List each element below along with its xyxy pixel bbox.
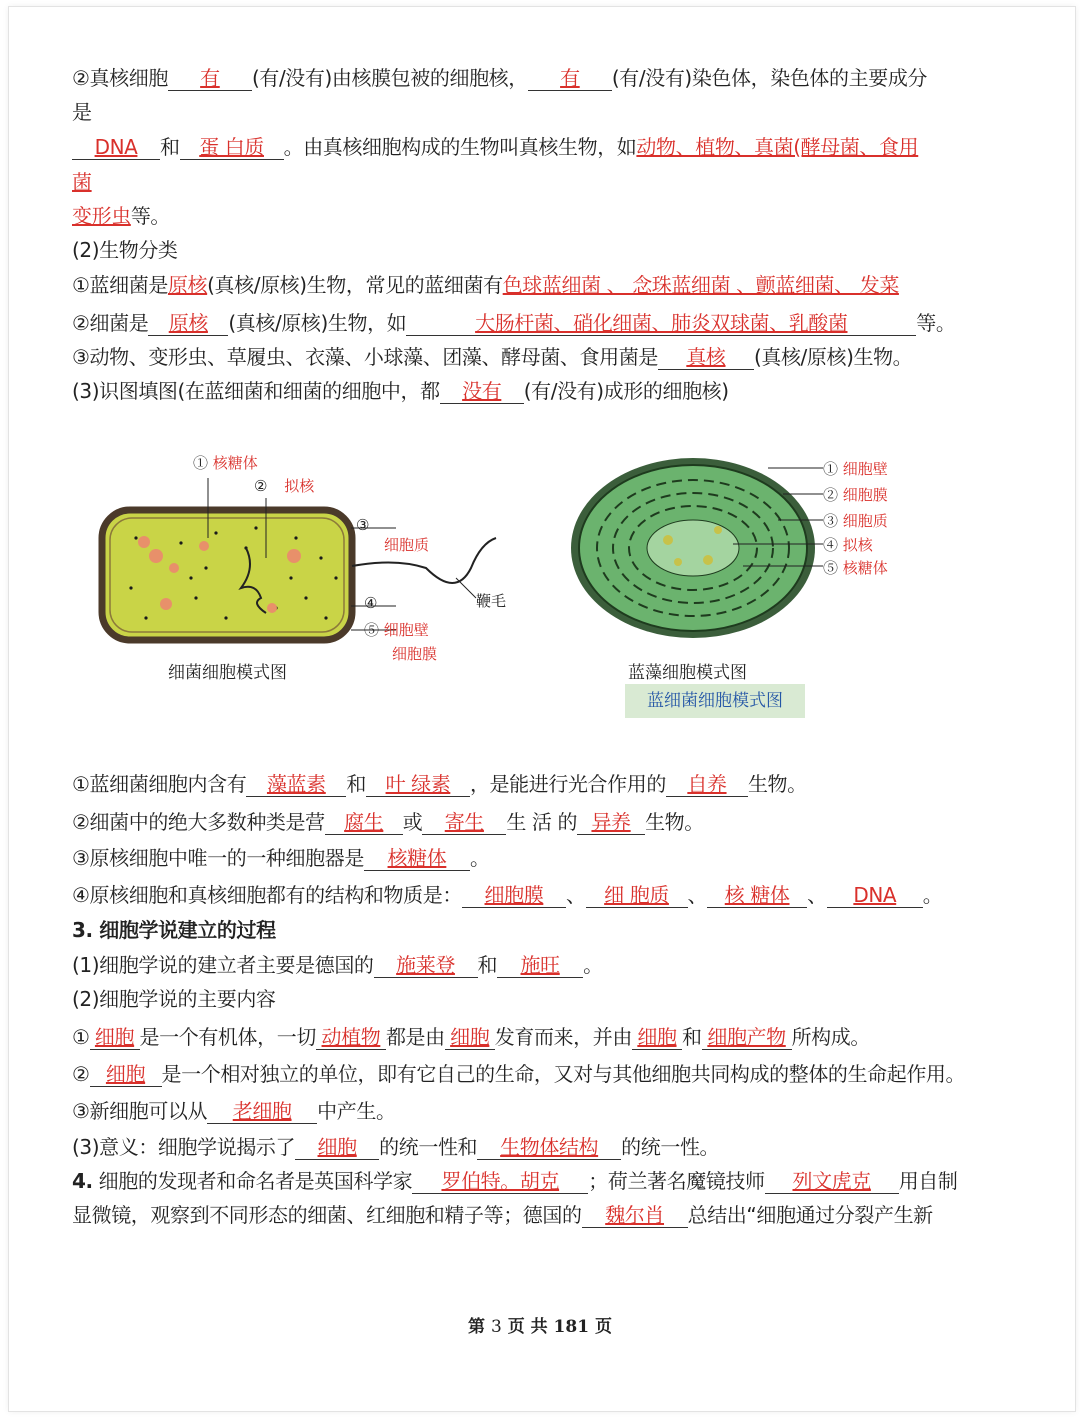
label-number: ① — [193, 454, 209, 472]
text: 或 — [402, 810, 423, 834]
answer-blank: 列文虎克 — [765, 1169, 899, 1194]
label-1 — [823, 458, 888, 479]
figure-caption: 蓝藻细胞模式图 — [628, 663, 747, 683]
text: 是一个相对独立的单位，即有它自己的生命，又对与其他细胞共同构成的整体的生命起作用。 — [161, 1062, 966, 1086]
text: (3)识图填图(在蓝细菌和细菌的细胞中，都 — [72, 379, 440, 403]
answer-text: 动物、植物、真菌(酵母菌、食用 — [636, 135, 919, 159]
text: ① — [72, 1025, 90, 1049]
text: 页 — [594, 1317, 612, 1337]
answer-blank: 没有 — [440, 379, 524, 404]
text: (有/没有)染色体，染色体的主要成分 — [611, 66, 928, 90]
text-line — [72, 881, 1020, 909]
answer-blank: 原核 — [148, 311, 228, 336]
text-line — [72, 1097, 1020, 1125]
label-number: ③ — [823, 512, 839, 530]
text-line — [72, 770, 1020, 798]
answer-blank: 细胞 — [445, 1025, 495, 1050]
text-line — [72, 1023, 1020, 1051]
text: (2)细胞学说的主要内容 — [72, 987, 276, 1011]
text: ②真核细胞 — [72, 66, 168, 90]
label-4 — [823, 534, 873, 555]
nucleoid-region — [647, 520, 739, 576]
label-number: ② — [823, 486, 839, 504]
handwritten-answer: 细胞质 — [384, 536, 430, 554]
answer-blank: 魏尔肖 — [582, 1203, 688, 1228]
answer-blank: 真核 — [658, 345, 754, 370]
text: 页 共 — [507, 1317, 548, 1337]
text-line — [72, 377, 1020, 405]
text: ①蓝细菌细胞内含有 — [72, 772, 247, 796]
answer-blank: 蛋 白质 — [180, 135, 284, 160]
answer-text: 变形虫 — [72, 204, 131, 228]
label-3 — [823, 510, 888, 531]
text: 等。 — [916, 311, 956, 335]
label-number: ④ — [823, 536, 839, 554]
text-line — [72, 985, 1020, 1013]
answer-text: 原核 — [167, 273, 208, 297]
handwritten-answer: 细胞质 — [842, 512, 888, 530]
page-footer — [0, 1312, 1080, 1337]
answer-blank: 有 — [168, 66, 252, 91]
text: 生物。 — [747, 772, 807, 796]
handwritten-answer: 细胞膜 — [392, 645, 438, 663]
label-2 — [823, 484, 888, 505]
text: ③新细胞可以从 — [72, 1099, 208, 1123]
section-heading: 3. 细胞学说建立的过程 — [72, 918, 276, 942]
answer-blank: 动植物 — [316, 1025, 386, 1050]
answer-blank: 细胞 — [295, 1135, 379, 1160]
text-line — [72, 271, 1020, 299]
text-line — [72, 951, 1020, 979]
text: 生 活 的 — [506, 810, 578, 834]
label-5 — [364, 619, 429, 640]
text: 用自制 — [898, 1169, 958, 1193]
label-4 — [364, 594, 377, 612]
answer-blank: 腐生 — [325, 810, 403, 835]
label-3 — [356, 516, 429, 555]
text: ③原核细胞中唯一的一种细胞器是 — [72, 846, 364, 870]
text-line — [72, 98, 1020, 126]
figure-caption-box: 蓝细菌细胞模式图 — [625, 684, 805, 718]
text: 的统一性。 — [621, 1135, 720, 1159]
text-line — [72, 1201, 1020, 1229]
answer-text: 菌 — [72, 170, 92, 194]
answer-text: 色球蓝细菌 、 念珠蓝细菌 、颤蓝细菌、 发菜 — [502, 273, 899, 297]
label-number: ⑤ — [364, 621, 380, 639]
flagellum-label: 鞭毛 — [476, 592, 507, 610]
text: ④原核细胞和真核细胞都有的结构和物质是： — [72, 883, 462, 907]
text: (有/没有)由核膜包被的细胞核， — [251, 66, 528, 90]
text: 是一个有机体，一切 — [139, 1025, 316, 1049]
text: ②细菌中的绝大多数种类是营 — [72, 810, 325, 834]
text-line — [72, 808, 1020, 836]
text-line — [72, 236, 1020, 264]
text-line — [72, 1167, 1020, 1195]
handwritten-answer: 核糖体 — [842, 559, 888, 577]
text: (1)细胞学说的建立者主要是德国的 — [72, 953, 374, 977]
answer-blank: 核糖体 — [364, 846, 470, 871]
text: (真核/原核)生物。 — [753, 345, 913, 369]
handwritten-answer: 细胞壁 — [383, 621, 429, 639]
answer-blank: 罗伯特。胡克 — [412, 1169, 588, 1194]
text: 、 — [565, 883, 586, 907]
text: 。 — [469, 846, 490, 870]
text-line — [72, 343, 1020, 371]
answer-blank: 施旺 — [497, 953, 583, 978]
text: ，是能进行光合作用的 — [469, 772, 666, 796]
text-line — [72, 1133, 1020, 1161]
answer-blank: 细胞 — [90, 1062, 162, 1087]
label-number: ① — [823, 460, 839, 478]
label-2 — [254, 475, 314, 496]
answer-blank: 有 — [528, 66, 612, 91]
text: 中产生。 — [317, 1099, 396, 1123]
text: 等。 — [130, 204, 171, 228]
text: 4. — [72, 1169, 93, 1193]
text: 生物。 — [645, 810, 704, 834]
label-number: ④ — [364, 594, 378, 612]
label-number: ② — [254, 477, 268, 495]
answer-blank: 寄生 — [422, 810, 506, 835]
answer-blank: 生物体结构 — [477, 1135, 621, 1160]
answer-blank: 施莱登 — [374, 953, 478, 978]
label-5 — [823, 557, 888, 578]
answer-blank: 叶 绿素 — [366, 772, 470, 797]
handwritten-answer: 拟核 — [284, 477, 315, 495]
handwritten-answer: 细胞壁 — [842, 460, 888, 478]
text: ②细菌是 — [72, 311, 149, 335]
text: 和 — [160, 135, 180, 159]
text: 发育而来，并由 — [494, 1025, 632, 1049]
text: 和 — [477, 953, 498, 977]
text: (有/没有)成形的细胞核) — [523, 379, 729, 403]
text-line — [72, 1060, 1020, 1088]
label-1 — [193, 452, 258, 473]
answer-blank: 细胞膜 — [462, 883, 566, 908]
text: 总结出“细胞通过分裂产生新 — [687, 1203, 933, 1227]
text-line — [72, 309, 1020, 337]
text: 是 — [72, 100, 92, 124]
text: 和 — [681, 1025, 702, 1049]
label-number: ③ — [356, 516, 370, 534]
text: ③动物、变形虫、草履虫、衣藻、小球藻、团藻、酵母菌、食用菌是 — [72, 345, 658, 369]
answer-blank: 细胞产物 — [702, 1025, 792, 1050]
handwritten-answer: 细胞膜 — [842, 486, 888, 504]
answer-blank: 老细胞 — [207, 1099, 317, 1124]
text: (2)生物分类 — [72, 238, 178, 262]
answer-blank: 细 胞质 — [586, 883, 688, 908]
leader-line — [456, 578, 476, 598]
answer-blank: DNA — [72, 135, 160, 160]
text: 显微镜，观察到不同形态的细菌、红细胞和精子等；德国的 — [72, 1203, 582, 1227]
text-line — [72, 202, 1020, 230]
text: 所构成。 — [791, 1025, 870, 1049]
text: (3)意义：细胞学说揭示了 — [72, 1135, 296, 1159]
page-number: 3 — [490, 1317, 502, 1337]
text-line — [72, 133, 1020, 161]
text: 细胞的发现者和命名者是英国科学家 — [92, 1169, 413, 1193]
text: ；荷兰著名魔镜技师 — [588, 1169, 765, 1193]
handwritten-answer: 拟核 — [842, 536, 873, 554]
total-pages: 181 — [553, 1317, 590, 1337]
answer-blank: 细胞 — [90, 1025, 140, 1050]
text: 。 — [583, 953, 603, 977]
cyanobacterium-diagram — [568, 450, 928, 650]
answer-blank: 大肠杆菌、硝化细菌、肺炎双球菌、乳酸菌 — [406, 311, 916, 336]
text: 都是由 — [385, 1025, 445, 1049]
figure-caption: 细菌细胞模式图 — [168, 663, 287, 683]
text: ② — [72, 1062, 90, 1086]
answer-blank: 异养 — [577, 810, 645, 835]
text: 的统一性和 — [379, 1135, 478, 1159]
text: 。 — [922, 883, 943, 907]
handwritten-answer: 核糖体 — [212, 454, 258, 472]
label-number: ⑤ — [823, 559, 839, 577]
text: 和 — [346, 772, 366, 796]
text: ①蓝细菌是 — [72, 273, 168, 297]
bacterium-cell — [102, 510, 352, 640]
text: (真核/原核)生物，常见的蓝细菌有 — [207, 273, 503, 297]
answer-blank: DNA — [827, 883, 923, 908]
answer-blank: 细胞 — [632, 1025, 682, 1050]
text: 、 — [807, 883, 827, 907]
text: 、 — [687, 883, 708, 907]
answer-blank: 核 糖体 — [707, 883, 807, 908]
text-line — [72, 844, 1020, 872]
text-line — [72, 168, 1020, 196]
answer-blank: 藻蓝素 — [246, 772, 346, 797]
text-line — [72, 64, 1020, 92]
text: 。由真核细胞构成的生物叫真核生物，如 — [283, 135, 637, 159]
text: 第 — [468, 1317, 486, 1337]
answer-blank: 自养 — [666, 772, 748, 797]
text: (真核/原核)生物，如 — [228, 311, 407, 335]
